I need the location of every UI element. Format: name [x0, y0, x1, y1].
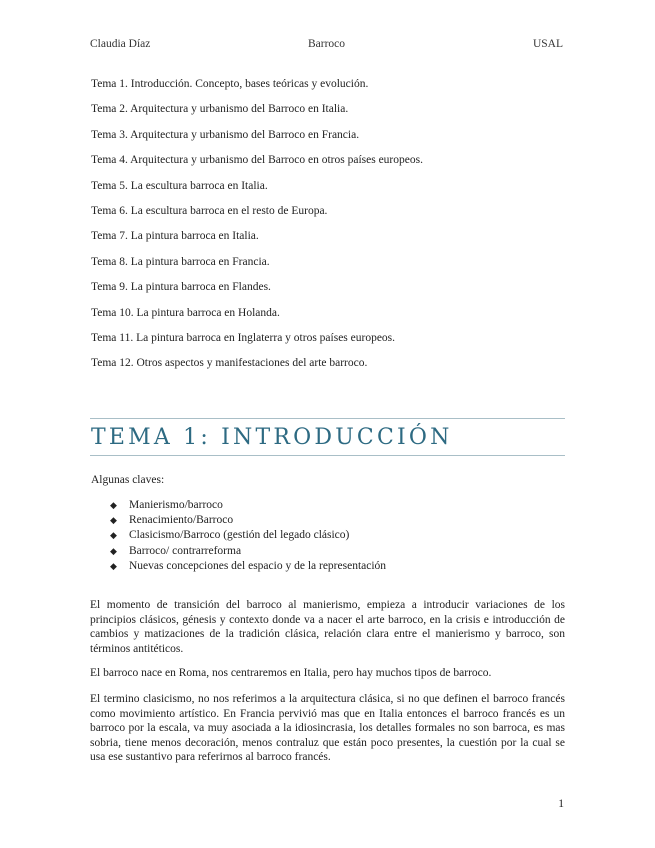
header-title: Barroco — [308, 38, 346, 50]
page-number: 1 — [558, 798, 564, 810]
toc-item: Tema 10. La pintura barroca en Holanda. — [91, 306, 280, 319]
toc-item: Tema 1. Introducción. Concepto, bases teóricas y evolución. — [91, 78, 369, 90]
header-institution: USAL — [532, 38, 563, 50]
section-heading-block — [90, 418, 565, 456]
toc-item: Tema 5. La escultura barroca en Italia. — [91, 179, 268, 192]
diamond-bullet-icon: ◆ — [110, 560, 117, 571]
diamond-bullet-icon: ◆ — [110, 515, 117, 526]
key-points-label: Algunas claves: — [91, 474, 165, 486]
body-paragraph: El termino clasicismo, no nos referimos a la arquitectura clásica, si no que definen el barroco francés como movimiento artístico. En Francia pervivió mas que en Italia entonces el barroco francés es un barroco por la escala, va muy asociada a la idiosincrasia, los detalles formales no son barroca, es mas sobria, tiene menos decoración, menos contraluz que están poco presentes, la cuestión por la cual se usa ese sustantivo para referirnos al barroco francés. — [90, 693, 565, 764]
list-item-text: Barroco/ contrarreforma — [129, 544, 242, 557]
toc-item: Tema 6. La escultura barroca en el resto de Europa. — [91, 204, 328, 217]
list-item — [110, 513, 386, 528]
toc-item: Tema 4. Arquitectura y urbanismo del Barroco en otros países europeos. — [91, 154, 423, 167]
toc-item: Tema 8. La pintura barroca en Francia. — [91, 255, 270, 268]
list-item-text: Manierismo/barroco — [129, 499, 223, 511]
body-paragraph: El barroco nace en Roma, nos centraremos en Italia, pero hay muchos tipos de barroco. — [90, 667, 492, 679]
toc-item: Tema 9. La pintura barroca en Flandes. — [91, 281, 271, 294]
list-item-text: Nuevas concepciones del espacio y de la representación — [129, 559, 387, 572]
body-paragraph: El momento de transición del barroco al manierismo, empieza a introducir variaciones de los principios clásicos, génesis y contexto donde va a nacer el arte barroco, en la crisis e introducción de cambios y matizaciones de la tradición clásica, relación clara entre el manierismo y barroco, son términos antitéticos. — [90, 599, 565, 655]
diamond-bullet-icon: ◆ — [110, 545, 117, 556]
diamond-bullet-icon: ◆ — [110, 500, 117, 510]
toc-item: Tema 3. Arquitectura y urbanismo del Barroco en Francia. — [91, 128, 360, 141]
toc-item: Tema 12. Otros aspectos y manifestaciones del arte barroco. — [91, 357, 368, 370]
list-item-text: Clasicismo/Barroco (gestión del legado clásico) — [129, 529, 350, 542]
table-of-contents — [91, 77, 571, 382]
toc-item: Tema 11. La pintura barroca en Inglaterra y otros países europeos. — [91, 331, 396, 344]
list-item — [110, 498, 386, 513]
list-item-text: Renacimiento/Barroco — [129, 514, 234, 527]
heading-top-rule — [90, 418, 565, 419]
list-item — [110, 559, 386, 574]
toc-item: Tema 2. Arquitectura y urbanismo del Barroco en Italia. — [91, 103, 349, 116]
header-author: Claudia Díaz — [90, 38, 151, 50]
toc-item: Tema 7. La pintura barroca en Italia. — [91, 230, 259, 243]
list-item — [110, 528, 386, 543]
diamond-bullet-icon: ◆ — [110, 530, 117, 541]
heading-bottom-rule — [90, 455, 565, 456]
list-item — [110, 544, 386, 559]
key-points-list — [110, 498, 386, 574]
section-heading: TEMA 1: INTRODUCCIÓN — [91, 425, 453, 450]
